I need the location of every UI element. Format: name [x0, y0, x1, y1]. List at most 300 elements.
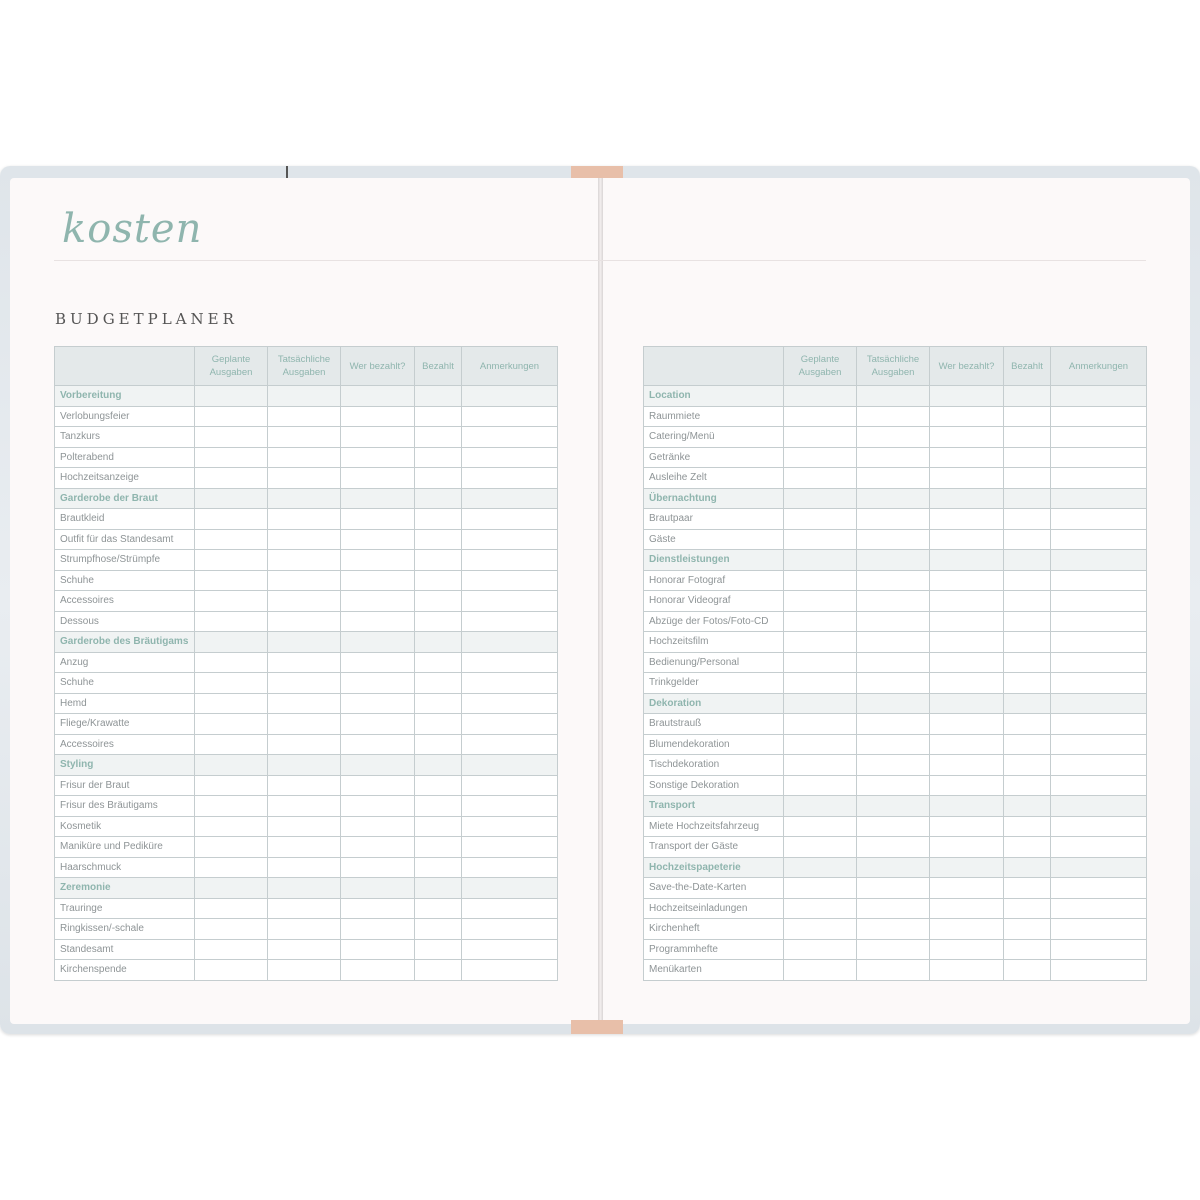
- who-pays-cell: [341, 775, 415, 796]
- who-pays-cell: [341, 550, 415, 571]
- paid-cell: [1004, 734, 1051, 755]
- category-row: [55, 386, 558, 407]
- who-pays-cell: [930, 960, 1004, 981]
- paid-cell: [415, 406, 462, 427]
- item-label: Hochzeitseinladungen: [644, 898, 784, 919]
- planned-cell: [195, 755, 268, 776]
- actual-cell: [268, 796, 341, 817]
- header-notes: Anmerkungen: [462, 347, 558, 386]
- actual-cell: [268, 960, 341, 981]
- notes-cell: [1051, 509, 1147, 530]
- notes-cell: [462, 714, 558, 735]
- category-row: [644, 796, 1147, 817]
- table-row: [55, 591, 558, 612]
- who-pays-cell: [930, 673, 1004, 694]
- actual-cell: [857, 386, 930, 407]
- paid-cell: [1004, 939, 1051, 960]
- paid-cell: [415, 919, 462, 940]
- paid-cell: [1004, 509, 1051, 530]
- notes-cell: [462, 960, 558, 981]
- book-spine: [598, 178, 603, 1024]
- actual-cell: [857, 468, 930, 489]
- table-row: [55, 406, 558, 427]
- who-pays-cell: [930, 898, 1004, 919]
- actual-cell: [857, 632, 930, 653]
- paid-cell: [415, 427, 462, 448]
- notes-cell: [462, 775, 558, 796]
- table-row: [55, 673, 558, 694]
- paid-cell: [1004, 816, 1051, 837]
- table-row: [55, 652, 558, 673]
- notes-cell: [1051, 960, 1147, 981]
- header-paid: Bezahlt: [1004, 347, 1051, 386]
- paid-cell: [1004, 611, 1051, 632]
- actual-cell: [268, 919, 341, 940]
- paid-cell: [415, 939, 462, 960]
- table-row: [55, 837, 558, 858]
- table-row: [55, 775, 558, 796]
- paid-cell: [1004, 693, 1051, 714]
- who-pays-cell: [930, 611, 1004, 632]
- actual-cell: [857, 878, 930, 899]
- who-pays-cell: [341, 734, 415, 755]
- planned-cell: [784, 570, 857, 591]
- planned-cell: [784, 550, 857, 571]
- planned-cell: [195, 898, 268, 919]
- actual-cell: [268, 878, 341, 899]
- table-row: [55, 468, 558, 489]
- table-row: [55, 919, 558, 940]
- who-pays-cell: [930, 550, 1004, 571]
- planned-cell: [195, 570, 268, 591]
- table-header-row: [55, 347, 558, 386]
- planned-cell: [195, 591, 268, 612]
- who-pays-cell: [341, 570, 415, 591]
- who-pays-cell: [341, 468, 415, 489]
- table-header-row: [644, 347, 1147, 386]
- table-row: [55, 898, 558, 919]
- title-divider: [54, 260, 1146, 261]
- planned-cell: [784, 468, 857, 489]
- planned-cell: [784, 447, 857, 468]
- table-row: [55, 570, 558, 591]
- category-label: Garderobe des Bräutigams: [55, 632, 195, 653]
- header-who-pays: Wer bezahlt?: [341, 347, 415, 386]
- planned-cell: [784, 427, 857, 448]
- who-pays-cell: [930, 406, 1004, 427]
- item-label: Honorar Videograf: [644, 591, 784, 612]
- item-label: Accessoires: [55, 591, 195, 612]
- who-pays-cell: [930, 468, 1004, 489]
- who-pays-cell: [341, 939, 415, 960]
- actual-cell: [857, 570, 930, 591]
- who-pays-cell: [930, 775, 1004, 796]
- planned-cell: [195, 427, 268, 448]
- header-paid: Bezahlt: [415, 347, 462, 386]
- actual-cell: [268, 898, 341, 919]
- notes-cell: [1051, 632, 1147, 653]
- actual-cell: [268, 427, 341, 448]
- actual-cell: [268, 816, 341, 837]
- actual-cell: [268, 775, 341, 796]
- paid-cell: [415, 693, 462, 714]
- notes-cell: [462, 386, 558, 407]
- item-label: Standesamt: [55, 939, 195, 960]
- notes-cell: [462, 857, 558, 878]
- item-label: Hemd: [55, 693, 195, 714]
- item-label: Tischdekoration: [644, 755, 784, 776]
- item-label: Brautstrauß: [644, 714, 784, 735]
- paid-cell: [415, 488, 462, 509]
- table-row: [55, 427, 558, 448]
- actual-cell: [268, 386, 341, 407]
- notes-cell: [462, 652, 558, 673]
- actual-cell: [857, 796, 930, 817]
- who-pays-cell: [341, 529, 415, 550]
- paid-cell: [415, 550, 462, 571]
- item-label: Verlobungsfeier: [55, 406, 195, 427]
- category-label: Dienstleistungen: [644, 550, 784, 571]
- who-pays-cell: [341, 488, 415, 509]
- paid-cell: [415, 529, 462, 550]
- notes-cell: [1051, 775, 1147, 796]
- item-label: Kirchenspende: [55, 960, 195, 981]
- table-row: [644, 406, 1147, 427]
- header-actual: Tatsächliche Ausgaben: [268, 347, 341, 386]
- notes-cell: [1051, 611, 1147, 632]
- table-row: [55, 939, 558, 960]
- paid-cell: [1004, 570, 1051, 591]
- planned-cell: [784, 529, 857, 550]
- notes-cell: [462, 488, 558, 509]
- category-label: Dekoration: [644, 693, 784, 714]
- who-pays-cell: [341, 960, 415, 981]
- paid-cell: [415, 509, 462, 530]
- item-label: Raummiete: [644, 406, 784, 427]
- planned-cell: [784, 898, 857, 919]
- who-pays-cell: [341, 673, 415, 694]
- paid-cell: [1004, 406, 1051, 427]
- notes-cell: [1051, 714, 1147, 735]
- table-row: [644, 816, 1147, 837]
- item-label: Dessous: [55, 611, 195, 632]
- category-label: Transport: [644, 796, 784, 817]
- actual-cell: [268, 673, 341, 694]
- table-row: [55, 550, 558, 571]
- actual-cell: [857, 755, 930, 776]
- who-pays-cell: [341, 714, 415, 735]
- table-row: [55, 796, 558, 817]
- table-row: [644, 427, 1147, 448]
- category-label: Garderobe der Braut: [55, 488, 195, 509]
- notes-cell: [462, 570, 558, 591]
- section-subtitle: BUDGETPLANER: [55, 310, 238, 328]
- page-title: kosten: [62, 206, 203, 252]
- notes-cell: [1051, 591, 1147, 612]
- actual-cell: [268, 509, 341, 530]
- notes-cell: [462, 898, 558, 919]
- who-pays-cell: [341, 919, 415, 940]
- who-pays-cell: [341, 591, 415, 612]
- who-pays-cell: [341, 509, 415, 530]
- actual-cell: [268, 611, 341, 632]
- who-pays-cell: [930, 386, 1004, 407]
- planned-cell: [195, 775, 268, 796]
- planned-cell: [195, 468, 268, 489]
- planned-cell: [195, 673, 268, 694]
- item-label: Kirchenheft: [644, 919, 784, 940]
- planned-cell: [195, 693, 268, 714]
- item-label: Outfit für das Standesamt: [55, 529, 195, 550]
- actual-cell: [268, 857, 341, 878]
- actual-cell: [857, 673, 930, 694]
- actual-cell: [857, 427, 930, 448]
- notes-cell: [1051, 919, 1147, 940]
- who-pays-cell: [341, 693, 415, 714]
- actual-cell: [857, 611, 930, 632]
- table-row: [644, 652, 1147, 673]
- table-row: [644, 529, 1147, 550]
- category-row: [644, 550, 1147, 571]
- item-label: Brautpaar: [644, 509, 784, 530]
- notes-cell: [462, 468, 558, 489]
- notes-cell: [462, 591, 558, 612]
- table-row: [55, 693, 558, 714]
- actual-cell: [857, 960, 930, 981]
- table-row: [55, 960, 558, 981]
- who-pays-cell: [930, 816, 1004, 837]
- notes-cell: [462, 734, 558, 755]
- who-pays-cell: [930, 509, 1004, 530]
- category-row: [55, 632, 558, 653]
- actual-cell: [268, 693, 341, 714]
- paid-cell: [415, 591, 462, 612]
- category-row: [644, 488, 1147, 509]
- item-label: Brautkleid: [55, 509, 195, 530]
- header-planned: Geplante Ausgaben: [195, 347, 268, 386]
- notes-cell: [462, 755, 558, 776]
- paid-cell: [1004, 960, 1051, 981]
- notes-cell: [1051, 652, 1147, 673]
- paid-cell: [415, 755, 462, 776]
- paid-cell: [415, 837, 462, 858]
- who-pays-cell: [930, 878, 1004, 899]
- planned-cell: [195, 837, 268, 858]
- planned-cell: [195, 919, 268, 940]
- item-label: Anzug: [55, 652, 195, 673]
- item-label: Strumpfhose/Strümpfe: [55, 550, 195, 571]
- planned-cell: [784, 857, 857, 878]
- paid-cell: [415, 796, 462, 817]
- item-label: Hochzeitsanzeige: [55, 468, 195, 489]
- category-label: Übernachtung: [644, 488, 784, 509]
- actual-cell: [857, 816, 930, 837]
- paid-cell: [1004, 447, 1051, 468]
- planned-cell: [195, 816, 268, 837]
- planned-cell: [195, 488, 268, 509]
- category-label: Styling: [55, 755, 195, 776]
- paid-cell: [415, 878, 462, 899]
- who-pays-cell: [930, 488, 1004, 509]
- planned-cell: [195, 529, 268, 550]
- header-who-pays: Wer bezahlt?: [930, 347, 1004, 386]
- paid-cell: [1004, 591, 1051, 612]
- notes-cell: [462, 427, 558, 448]
- actual-cell: [857, 693, 930, 714]
- table-row: [644, 898, 1147, 919]
- actual-cell: [857, 488, 930, 509]
- actual-cell: [268, 529, 341, 550]
- actual-cell: [857, 734, 930, 755]
- planned-cell: [784, 796, 857, 817]
- notes-cell: [462, 878, 558, 899]
- paid-cell: [1004, 652, 1051, 673]
- planned-cell: [784, 878, 857, 899]
- table-row: [55, 714, 558, 735]
- planned-cell: [195, 939, 268, 960]
- planned-cell: [195, 714, 268, 735]
- planned-cell: [784, 816, 857, 837]
- item-label: Sonstige Dekoration: [644, 775, 784, 796]
- paid-cell: [1004, 632, 1051, 653]
- actual-cell: [857, 406, 930, 427]
- planned-cell: [784, 755, 857, 776]
- item-label: Ausleihe Zelt: [644, 468, 784, 489]
- bookmark-ribbon-bottom: [571, 1020, 623, 1034]
- paid-cell: [415, 816, 462, 837]
- notes-cell: [1051, 878, 1147, 899]
- paid-cell: [415, 570, 462, 591]
- notes-cell: [1051, 427, 1147, 448]
- who-pays-cell: [341, 837, 415, 858]
- notes-cell: [462, 939, 558, 960]
- budget-table-right: [643, 346, 1147, 981]
- notes-cell: [462, 837, 558, 858]
- planned-cell: [784, 714, 857, 735]
- table-row: [644, 878, 1147, 899]
- who-pays-cell: [341, 898, 415, 919]
- table-row: [644, 673, 1147, 694]
- actual-cell: [268, 755, 341, 776]
- item-label: Frisur des Bräutigams: [55, 796, 195, 817]
- notes-cell: [1051, 447, 1147, 468]
- actual-cell: [268, 939, 341, 960]
- actual-cell: [857, 898, 930, 919]
- who-pays-cell: [341, 878, 415, 899]
- header-actual: Tatsächliche Ausgaben: [857, 347, 930, 386]
- notes-cell: [1051, 406, 1147, 427]
- table-row: [55, 529, 558, 550]
- actual-cell: [268, 468, 341, 489]
- who-pays-cell: [930, 652, 1004, 673]
- planned-cell: [195, 447, 268, 468]
- item-label: Honorar Fotograf: [644, 570, 784, 591]
- actual-cell: [268, 837, 341, 858]
- planned-cell: [195, 611, 268, 632]
- item-label: Blumendekoration: [644, 734, 784, 755]
- item-label: Trinkgelder: [644, 673, 784, 694]
- planned-cell: [195, 509, 268, 530]
- notes-cell: [462, 796, 558, 817]
- actual-cell: [268, 734, 341, 755]
- notes-cell: [462, 406, 558, 427]
- item-label: Gäste: [644, 529, 784, 550]
- table-row: [644, 919, 1147, 940]
- table-row: [644, 775, 1147, 796]
- planned-cell: [784, 488, 857, 509]
- who-pays-cell: [930, 714, 1004, 735]
- who-pays-cell: [341, 386, 415, 407]
- planned-cell: [784, 591, 857, 612]
- paid-cell: [1004, 714, 1051, 735]
- notes-cell: [462, 816, 558, 837]
- actual-cell: [268, 406, 341, 427]
- who-pays-cell: [930, 919, 1004, 940]
- header-planned: Geplante Ausgaben: [784, 347, 857, 386]
- who-pays-cell: [930, 529, 1004, 550]
- paid-cell: [415, 673, 462, 694]
- item-label: Catering/Menü: [644, 427, 784, 448]
- notes-cell: [1051, 386, 1147, 407]
- who-pays-cell: [930, 447, 1004, 468]
- paid-cell: [1004, 919, 1051, 940]
- table-row: [644, 755, 1147, 776]
- table-row: [644, 468, 1147, 489]
- category-row: [644, 693, 1147, 714]
- planned-cell: [784, 652, 857, 673]
- item-label: Hochzeitsfilm: [644, 632, 784, 653]
- paid-cell: [1004, 857, 1051, 878]
- actual-cell: [857, 714, 930, 735]
- notes-cell: [1051, 816, 1147, 837]
- planned-cell: [195, 857, 268, 878]
- item-label: Miete Hochzeitsfahrzeug: [644, 816, 784, 837]
- paid-cell: [1004, 468, 1051, 489]
- notes-cell: [1051, 755, 1147, 776]
- planned-cell: [784, 406, 857, 427]
- category-label: Location: [644, 386, 784, 407]
- planned-cell: [195, 406, 268, 427]
- table-row: [55, 611, 558, 632]
- paid-cell: [1004, 386, 1051, 407]
- paid-cell: [1004, 427, 1051, 448]
- who-pays-cell: [930, 632, 1004, 653]
- actual-cell: [857, 550, 930, 571]
- item-label: Abzüge der Fotos/Foto-CD: [644, 611, 784, 632]
- item-label: Kosmetik: [55, 816, 195, 837]
- planned-cell: [195, 878, 268, 899]
- item-label: Polterabend: [55, 447, 195, 468]
- table-row: [644, 714, 1147, 735]
- paid-cell: [1004, 550, 1051, 571]
- notes-cell: [1051, 734, 1147, 755]
- item-label: Maniküre und Pediküre: [55, 837, 195, 858]
- table-row: [644, 632, 1147, 653]
- planned-cell: [784, 673, 857, 694]
- notes-cell: [1051, 693, 1147, 714]
- table-row: [644, 509, 1147, 530]
- planned-cell: [195, 652, 268, 673]
- actual-cell: [857, 529, 930, 550]
- table-row: [644, 591, 1147, 612]
- planned-cell: [195, 632, 268, 653]
- who-pays-cell: [341, 652, 415, 673]
- planned-cell: [784, 693, 857, 714]
- planned-cell: [784, 632, 857, 653]
- actual-cell: [857, 652, 930, 673]
- who-pays-cell: [930, 734, 1004, 755]
- category-row: [644, 386, 1147, 407]
